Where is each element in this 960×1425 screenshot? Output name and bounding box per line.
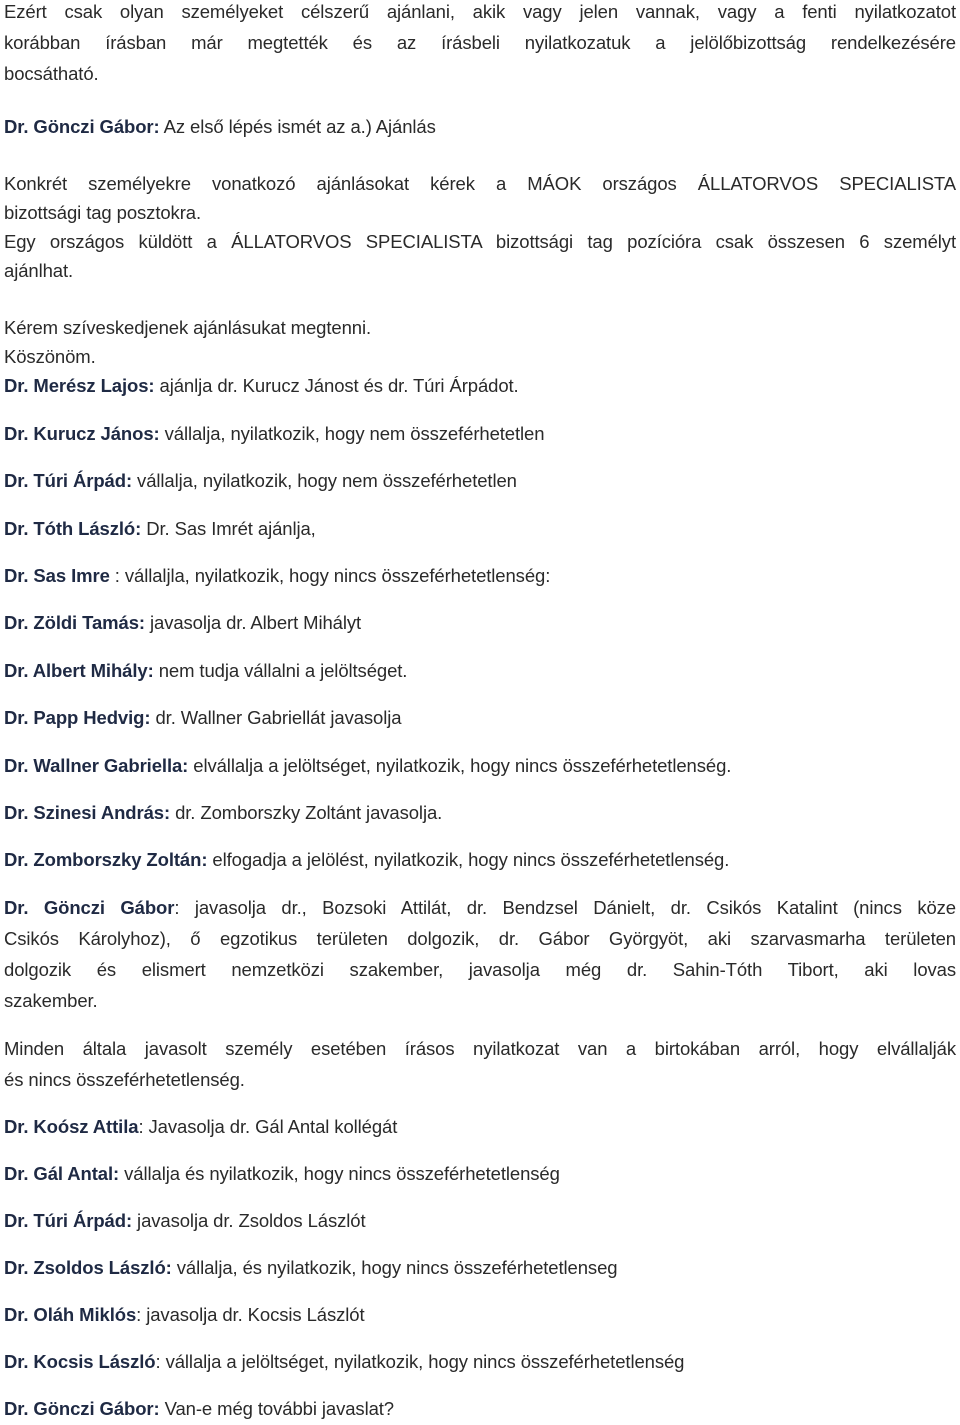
entry-line [4, 1256, 617, 1280]
speaker-name: Dr. Merész Lajos: [4, 375, 155, 396]
speaker-text: : Javasolja dr. Gál Antal kollégát [138, 1116, 398, 1137]
request-line-3: Egy országos küldött a ÁLLATORVOS SPECIALISTA bizottsági tag pozícióra csak összesen 6 személyt [4, 231, 956, 252]
speaker-text: : vállaljla, nyilatkozik, hogy nincs összeférhetetlenség: [109, 565, 551, 586]
speaker-text: Van-e még további javaslat? [159, 1398, 394, 1419]
speaker-name: Dr. Albert Mihály: [4, 660, 154, 681]
entry-line [4, 848, 729, 872]
speaker-name: Dr. Sas Imre [4, 565, 110, 586]
thanks-line: Köszönöm. [4, 346, 96, 367]
entry-line [4, 1303, 365, 1327]
speaker-text: elfogadja a jelölést, nyilatkozik, hogy nincs összeférhetetlenség. [207, 849, 730, 870]
entry-line [4, 659, 407, 683]
speaker-name: Dr. Zöldi Tamás: [4, 612, 145, 633]
statement-line-2: és nincs összeférhetetlenség. [4, 1069, 245, 1090]
speaker-name: Dr. Kurucz János: [4, 423, 160, 444]
speaker-text: ajánlja dr. Kurucz Jánost és dr. Túri Árpádot. [154, 375, 519, 396]
speaker-text: nem tudja vállalni a jelöltséget. [153, 660, 408, 681]
entry-line [4, 517, 316, 541]
speaker-name: Dr. Oláh Miklós [4, 1304, 137, 1325]
speaker-name: Dr. Koósz Attila [4, 1116, 139, 1137]
speaker-text: dr. Wallner Gabriellát javasolja [150, 707, 402, 728]
speaker-name: Dr. Zsoldos László: [4, 1257, 172, 1278]
speaker-name: Dr. Gál Antal: [4, 1163, 120, 1184]
statement-line-1: Minden általa javasolt személy esetében írásos nyilatkozat van a birtokában arról, hogy elvállalják [4, 1038, 956, 1059]
speaker-name: Dr. Gönczi Gábor: [4, 1398, 160, 1419]
speaker-text: : javasolja dr., Bozsoki Attilát, dr. Bendzsel Dánielt, dr. Csikós Katalint (nincs köze [174, 897, 956, 918]
speaker-name: Dr. Kocsis László [4, 1351, 156, 1372]
request-line-1: Konkrét személyekre vonatkozó ajánlásokat kérek a MÁOK országos ÁLLATORVOS SPECIALISTA [4, 173, 956, 194]
entry-line [4, 801, 442, 825]
gonczi-line-3: dolgozik és elismert nemzetközi szakember, javasolja még dr. Sahin-Tóth Tibort, aki lovas [4, 959, 956, 980]
speaker-name: Dr. Papp Hedvig: [4, 707, 151, 728]
speaker-text: Dr. Sas Imrét ajánlja, [141, 518, 316, 539]
speaker-text: vállalja és nyilatkozik, hogy nincs összeférhetetlenség [119, 1163, 560, 1184]
entry-line [4, 469, 517, 493]
speaker-name: Dr. Tóth László: [4, 518, 142, 539]
entry-line [4, 422, 544, 446]
entry-line [4, 374, 519, 398]
speaker-name: Dr. Gönczi Gábor [4, 897, 175, 918]
entry-line [4, 754, 731, 778]
entry-line [4, 1397, 394, 1421]
speaker-text: Az első lépés ismét az a.) Ajánlás [159, 116, 436, 137]
intro-line-2: korábban írásban már megtették és az írásbeli nyilatkozatuk a jelölőbizottság rendelkezésére [4, 32, 956, 53]
gonczi-line-4: szakember. [4, 990, 98, 1011]
speaker-text: dr. Zomborszky Zoltánt javasolja. [170, 802, 443, 823]
speaker-text: vállalja, nyilatkozik, hogy nem összeférhetetlen [132, 470, 517, 491]
gonczi-line-2: Csikós Károlyhoz), ő egzotikus területen dolgozik, dr. Gábor Györgyöt, aki szarvasmarha területen [4, 928, 956, 949]
step-line [4, 115, 436, 139]
speaker-name: Dr. Szinesi András: [4, 802, 171, 823]
speaker-text: : javasolja dr. Kocsis Lászlót [136, 1304, 365, 1325]
speaker-name: Dr. Wallner Gabriella: [4, 755, 189, 776]
speaker-text: vállalja, és nyilatkozik, hogy nincs összeférhetetlenseg [171, 1257, 618, 1278]
entry-line [4, 1115, 397, 1139]
speaker-text: javasolja dr. Zsoldos Lászlót [132, 1210, 366, 1231]
speaker-text: : vállalja a jelöltséget, nyilatkozik, hogy nincs összeférhetetlenség [155, 1351, 685, 1372]
entry-line [4, 564, 550, 588]
speaker-text: vállalja, nyilatkozik, hogy nem összeférhetetlen [159, 423, 545, 444]
entry-line [4, 1209, 366, 1233]
speaker-name: Dr. Zomborszky Zoltán: [4, 849, 208, 870]
intro-line-3: bocsátható. [4, 63, 99, 84]
speaker-name: Dr. Gönczi Gábor: [4, 116, 160, 137]
entry-line [4, 1162, 560, 1186]
entry-line [4, 1350, 684, 1374]
speaker-text: javasolja dr. Albert Mihályt [144, 612, 362, 633]
speaker-text: elvállalja a jelöltséget, nyilatkozik, hogy nincs összeférhetetlenség. [188, 755, 732, 776]
entry-line [4, 611, 361, 635]
entry-line [4, 706, 401, 730]
please-line: Kérem szíveskedjenek ajánlásukat megtenni. [4, 317, 372, 338]
speaker-name: Dr. Túri Árpád: [4, 1210, 133, 1231]
speaker-name: Dr. Túri Árpád: [4, 470, 133, 491]
request-line-4: ajánlhat. [4, 260, 74, 281]
request-line-2: bizottsági tag posztokra. [4, 202, 201, 223]
intro-line-1: Ezért csak olyan személyeket célszerű ajánlani, akik vagy jelen vannak, vagy a fenti nyilatkozatot [4, 1, 956, 22]
gonczi-line-1 [4, 896, 956, 920]
